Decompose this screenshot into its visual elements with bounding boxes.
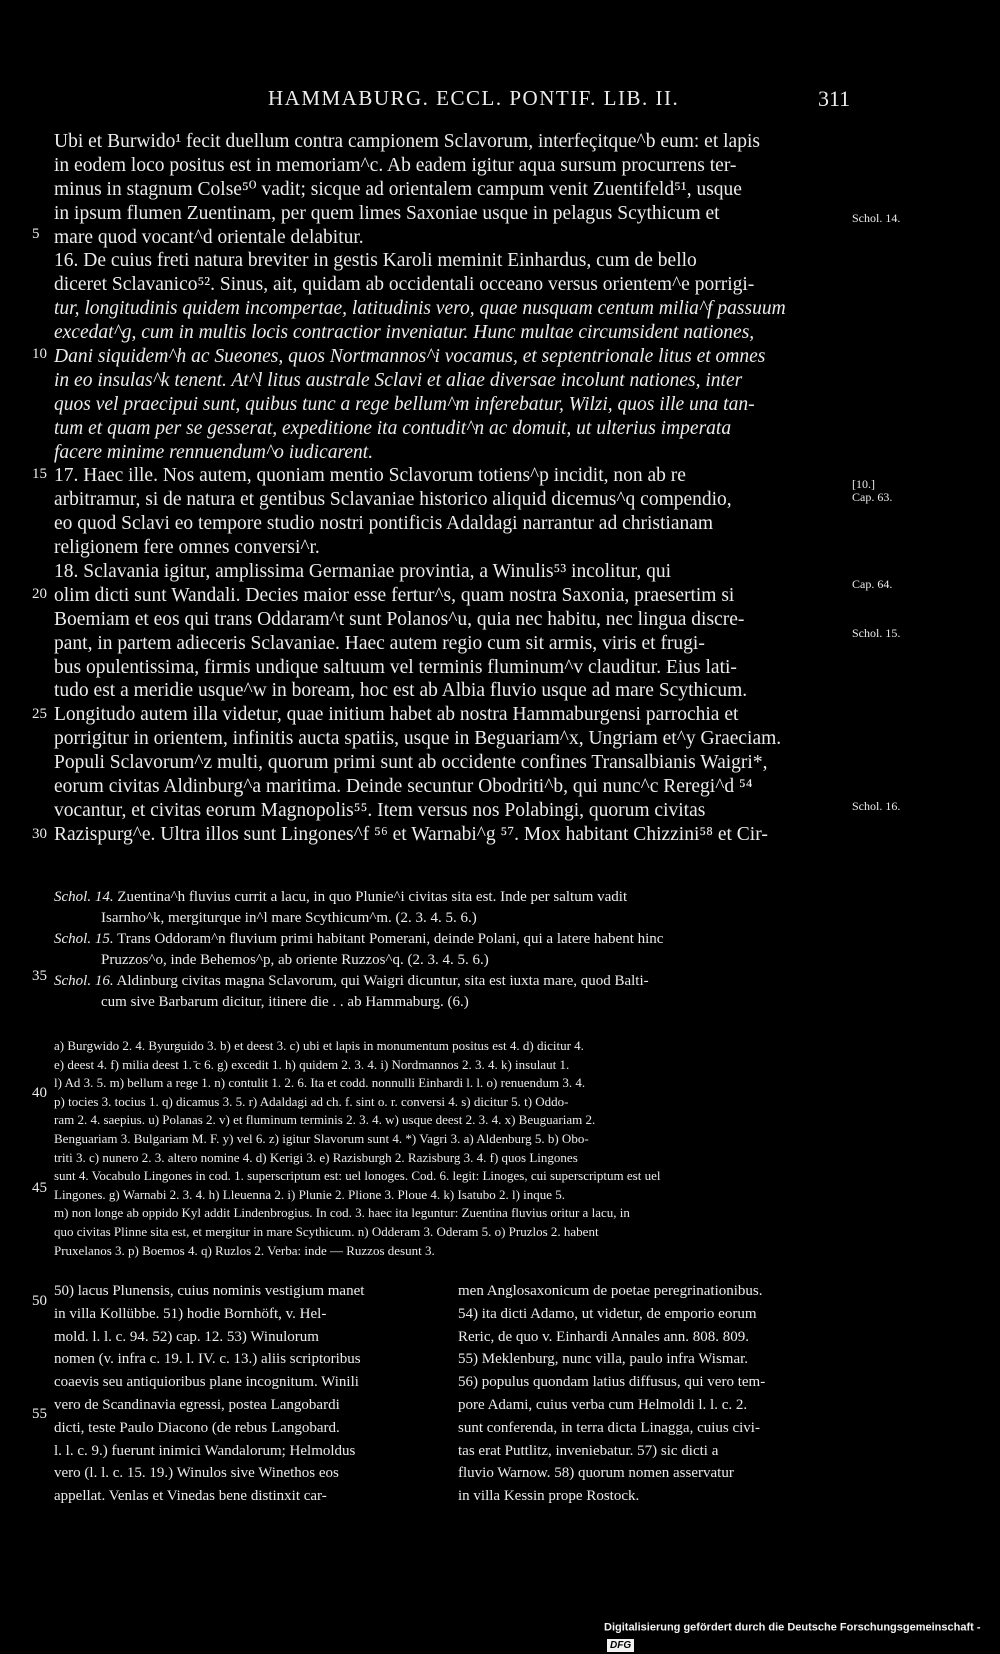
line-number: 50 <box>32 1293 47 1309</box>
apparatus-line: sunt 4. Vocabulo Lingones in cod. 1. superscriptum est: uel lonoges. Cod. 6. legit: Linoges, cui superscriptum est uel <box>54 1168 661 1184</box>
margin-note-column <box>852 0 1000 1640</box>
footnote-line: vero de Scandinavia egressi, postea Langobardi <box>54 1396 340 1413</box>
text-line: Ubi et Burwido¹ fecit duellum contra campionem Sclavorum, interfeçitque^b eum: et lapis <box>54 131 760 152</box>
text-line: Longitudo autem illa videtur, quae initium habet ab nostra Hammaburgensi parrochia et <box>54 704 739 726</box>
footnote-line: 55) Meklenburg, nunc villa, paulo infra Wismar. <box>458 1351 749 1368</box>
main-text <box>54 130 850 847</box>
text-line: religionem fere omnes conversi^r. <box>54 537 320 559</box>
text-line: tum et quam per se gesserat, expeditione ita contudit^n ac domuit, ut ulterius imperata <box>54 417 732 439</box>
line-number: 20 <box>32 586 47 602</box>
footnote-line: l. l. c. 9.) fuerunt inimici Wandalorum; Helmoldus <box>54 1442 356 1459</box>
text-line: 16. De cuius freti natura breviter in gestis Karoli meminit Einhardus, cum de bello <box>54 250 697 272</box>
text-line: minus in stagnum Colse⁵⁰ vadit; sicque ad orientalem campum venit Zuentifeld⁵¹, usque <box>54 178 742 200</box>
scholion-label: Schol. 14. <box>54 889 114 905</box>
footnote-line: in villa Kollübbe. 51) hodie Bornhöft, v. Hel- <box>54 1305 327 1322</box>
scholia-block <box>54 887 854 1013</box>
scholion-label: Schol. 15. <box>54 931 114 947</box>
text-line: in eo insulas^k tenent. At^l litus australe Sclavi et aliae diversae incolunt nationes, inter <box>54 369 743 391</box>
line-number: 5 <box>32 226 40 242</box>
scholion-line <box>54 950 854 971</box>
text-line: tur, longitudinis quidem incompertae, latitudinis vero, quae nusquam centum milia^f passuum <box>54 298 786 320</box>
line-number: 35 <box>32 968 47 984</box>
margin-note: Schol. 14. <box>852 211 901 225</box>
footnote-line: appellat. Venlas et Vinedas bene distinxit car- <box>54 1488 327 1505</box>
footnote-line: dicti, teste Paulo Diacono (de rebus Langobard. <box>54 1419 340 1436</box>
margin-note: Cap. 63. <box>852 490 893 504</box>
dfg-logo: DFG <box>607 1639 634 1652</box>
footnote-line: pore Adami, cuius verba cum Helmoldi l. l. c. 2. <box>458 1396 748 1413</box>
footnote-line: 56) populus quondam latius diffusus, qui vero tem- <box>458 1374 766 1391</box>
scholion-text: Isarnho^k, mergiturque in^l mare Scythicum^m. (2. 3. 4. 5. 6.) <box>101 910 477 926</box>
footnote-line: men Anglosaxonicum de poetae peregrinationibus. <box>458 1283 763 1299</box>
scholion-line <box>54 992 854 1013</box>
apparatus-line: Benguariam 3. Bulgariam M. F. y) vel 6. z) igitur Slavorum sunt 4. *) Vagri 3. a) Aldenburg 5. b) Obo- <box>54 1130 589 1146</box>
apparatus-line: quo civitas Plinne sita est, et mergitur in mare Scythicum. n) Odderam 3. Oderam 5. o) Pruzlos 2. habent <box>54 1223 599 1239</box>
line-number: 40 <box>32 1085 47 1101</box>
footnote-line: fluvio Warnow. 58) quorum nomen asservatur <box>458 1465 734 1482</box>
footnote-line: in villa Kessin prope Rostock. <box>458 1488 640 1505</box>
margin-note: Schol. 16. <box>852 799 901 813</box>
line-number: 15 <box>32 466 47 482</box>
scholion-text: Zuentina^h fluvius currit a lacu, in quo Plunie^i civitas sita est. Inde per saltum vadit <box>117 889 628 905</box>
text-line: in eodem loco positus est in memoriam^c. Ab eadem igitur aqua sursum procurrens ter- <box>54 154 737 176</box>
scholion-line <box>54 929 854 950</box>
scholion-line <box>54 908 854 929</box>
footnote-line: Reric, de quo v. Einhardi Annales ann. 808. 809. <box>458 1328 750 1345</box>
text-line: diceret Sclavanico⁵². Sinus, ait, quidam ab occidentali occeano versus orientem^e porrigi- <box>54 274 755 296</box>
scholion-text: Pruzzos^o, inde Behemos^p, ab oriente Ruzzos^q. (2. 3. 4. 5. 6.) <box>101 952 489 968</box>
scholion-line <box>54 971 854 992</box>
text-line: 18. Sclavania igitur, amplissima Germaniae provintia, a Winulis⁵³ incolitur, qui <box>54 561 672 583</box>
text-line: Dani siquidem^h ac Sueones, quos Nortmannos^i vocamus, et septentrionale litus et omnes <box>54 346 766 368</box>
scholion-text: Aldinburg civitas magna Sclavorum, qui Waigri dicuntur, sita est iuxta mare, quod Balti- <box>116 973 649 989</box>
text-line: 17. Haec ille. Nos autem, quoniam mentio Sclavorum totiens^p incidit, non ab re <box>54 465 686 487</box>
footnote-line: mold. l. l. c. 94. 52) cap. 12. 53) Winulorum <box>54 1328 319 1345</box>
text-line: Razispurg^e. Ultra illos sunt Lingones^f ⁵⁶ et Warnabi^g ⁵⁷. Mox habitant Chizzini⁵⁸ et Cir- <box>54 823 768 845</box>
footnote-line: 50) lacus Plunensis, cuius nominis vestigium manet <box>54 1283 365 1299</box>
line-number: 10 <box>32 346 47 362</box>
text-line: arbitramur, si de natura et gentibus Sclavaniae historico aliquid dicemus^q compendio, <box>54 489 732 511</box>
text-line: eorum civitas Aldinburg^a maritima. Deinde secuntur Obodriti^b, qui nunc^c Reregi^d ⁵⁴ <box>54 776 753 798</box>
scholion-text: Trans Oddoram^n fluvium primi habitant Pomerani, deinde Polani, qui a latere habent hinc <box>117 931 664 947</box>
text-line: porrigitur in orientem, infinitis aucta spatiis, usque in Beguariam^x, Ungriam et^y Graeciam. <box>54 728 782 750</box>
text-line: Populi Sclavorum^z multi, quorum primi sunt ab occidente confines Transalbianis Waigri*, <box>54 752 768 774</box>
margin-note: [10.] <box>852 477 875 491</box>
footnote-line: tas erat Puttlitz, inveniebatur. 57) sic dicti a <box>458 1442 719 1459</box>
apparatus-line: m) non longe ab oppido Kyl addit Lindenbrogius. In cod. 3. haec ita leguntur: Zuentina fluvius oritur a lacu, in <box>54 1205 630 1221</box>
text-line: facere minime rennuendum^o iudicarent. <box>54 441 374 463</box>
critical-apparatus <box>54 1037 850 1260</box>
credit-text: Digitalisierung gefördert durch die Deutsche Forschungsgemeinschaft - <box>604 1621 981 1634</box>
text-line: olim dicti sunt Wandali. Decies maior esse fertur^s, quam nostra Saxonia, praesertim si <box>54 584 735 606</box>
apparatus-line: a) Burgwido 2. 4. Byurguido 3. b) et deest 3. c) ubi et lapis in monumentum positus est 4. d) dicitur 4. <box>54 1038 584 1053</box>
text-line: in ipsum flumen Zuentinam, per quem limes Saxoniae usque in pelagus Scythicum et <box>54 202 720 224</box>
footnote-line: coaevis seu antiquioribus plane incognitum. Winili <box>54 1374 359 1391</box>
text-line: Boemiam et eos qui trans Oddaram^t sunt Polanos^u, quia nec habitu, nec lingua discre- <box>54 608 745 630</box>
margin-note: Schol. 15. <box>852 626 901 640</box>
text-line: quos vel praecipui sunt, quibus tunc a rege bellum^m inferebatur, Wilzi, quos ille una tan- <box>54 393 755 415</box>
footnote-line: vero (l. l. c. 15. 19.) Winulos sive Winethos eos <box>54 1465 339 1482</box>
apparatus-line: e) deest 4. f) milia deest 1. ̄c 6. g) excedit 1. h) quidem 2. 3. 4. i) Nordmannos 2. 3. 4. k) insulaut 1. <box>54 1056 570 1072</box>
text-line: bus opulentissima, firmis undique saltuum vel terminis fluminum^v clauditur. Eius lati- <box>54 656 737 678</box>
running-title: HAMMABURG. ECCL. PONTIF. LIB. II. <box>268 86 680 110</box>
line-number: 45 <box>32 1180 47 1196</box>
footnote-line: nomen (v. infra c. 19. l. IV. c. 13.) aliis scriptoribus <box>54 1351 361 1368</box>
text-line: mare quod vocant^d orientale delabitur. <box>54 226 364 248</box>
text-line: excedat^g, cum in multis locis contractior inveniatur. Hunc multae circumsident nationes, <box>54 322 755 344</box>
scholion-line <box>54 887 854 908</box>
margin-note: Cap. 64. <box>852 577 893 591</box>
scholion-text: cum sive Barbarum dicitur, itinere die . . ab Hammaburg. (6.) <box>101 994 469 1010</box>
apparatus-line: p) tocies 3. tocius 1. q) dicamus 3. 5. r) Adaldagi ad ch. f. sint o. r. conversi 4. s) dicitur 5. t) Oddo- <box>54 1093 569 1109</box>
footnote-line: 54) ita dicti Adamo, ut videtur, de emporio eorum <box>458 1305 757 1322</box>
line-number: 25 <box>32 706 47 722</box>
footnotes-left-column <box>54 1280 446 1508</box>
line-number: 30 <box>32 826 47 842</box>
page-number: 311 <box>818 86 851 111</box>
text-line: eo quod Sclavi eo tempore studio nostri pontificis Adaldagi narrantur ad christianam <box>54 513 714 535</box>
footnotes-right-column <box>458 1280 850 1508</box>
apparatus-line: triti 3. c) nunero 2. 3. altero nomine 4. d) Kerigi 3. e) Razisburgh 2. Razisburg 3. 4. f) quos Lingones <box>54 1149 578 1165</box>
text-line: vocantur, et civitas eorum Magnopolis⁵⁵. Item versus nos Polabingi, quorum civitas <box>54 799 706 821</box>
page-header <box>0 86 1000 112</box>
digitization-credit <box>604 1618 1000 1651</box>
footnote-line: sunt conferenda, in terra dicta Linagga, cuius civi- <box>458 1419 760 1436</box>
line-number-column <box>0 0 60 1640</box>
text-line: pant, in partem adieceris Sclavaniae. Haec autem regio cum sit armis, viris et frugi- <box>54 632 705 654</box>
apparatus-line: Lingones. g) Warnabi 2. 3. 4. h) Lleuenna 2. i) Plunie 2. Plione 3. Ploue 4. k) Isatubo 2. l) inque 5. <box>54 1186 566 1202</box>
apparatus-line: l) Ad 3. 5. m) bellum a rege 1. n) contulit 1. 2. 6. Ita et codd. nonnulli Einhardi l. l. o) renuendum 3. 4. <box>54 1075 586 1091</box>
text-line: tudo est a meridie usque^w in boream, hoc est ab Albia fluvio usque ad mare Scythicum. <box>54 680 748 702</box>
scholion-label: Schol. 16. <box>54 973 114 989</box>
apparatus-line: ram 2. 4. saepius. u) Polanas 2. v) et fluminum terminis 2. 3. 4. w) usque deest 2. 3. 4. x) Beuguariam 2. <box>54 1112 596 1128</box>
apparatus-line: Pruxelanos 3. p) Boemos 4. q) Ruzlos 2. Verba: inde — Ruzzos desunt 3. <box>54 1242 435 1258</box>
line-number: 55 <box>32 1406 47 1422</box>
